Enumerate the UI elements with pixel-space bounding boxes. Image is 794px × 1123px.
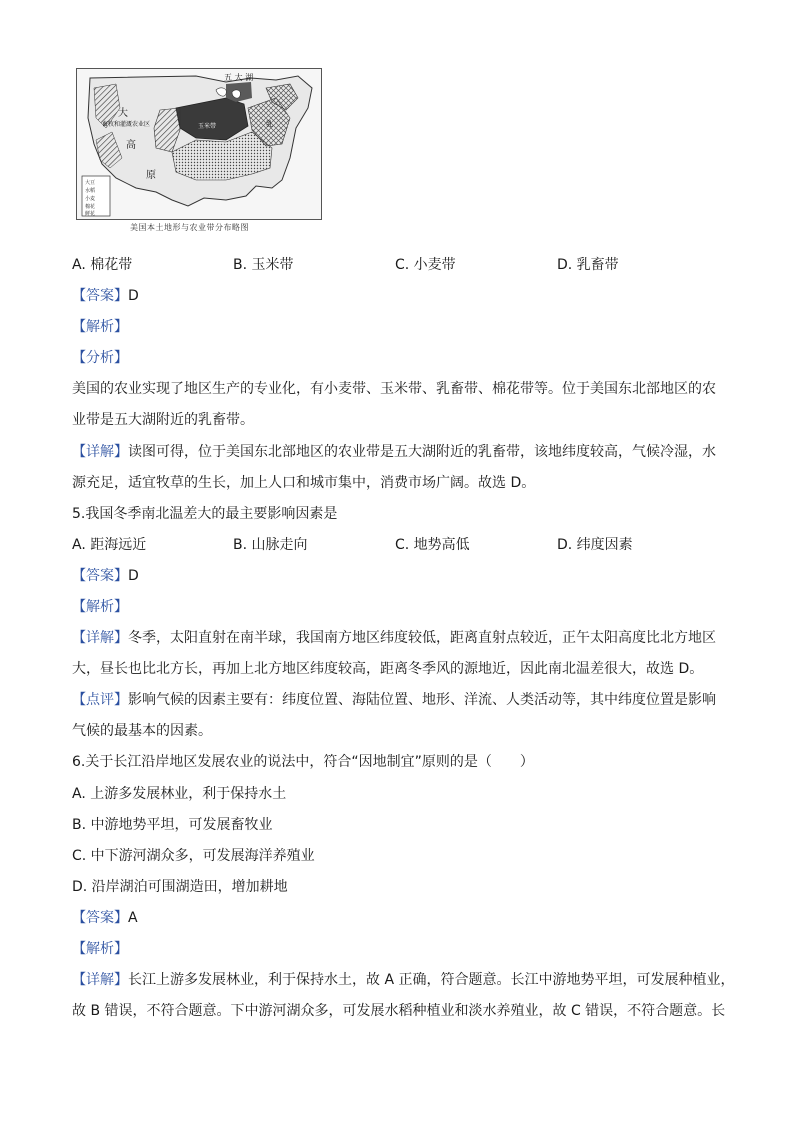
q5-option-d: D. 纬度因素 <box>557 537 633 553</box>
q6-answer: A <box>128 910 138 926</box>
legend-3: 小麦 <box>85 196 96 202</box>
answer-tag: 【答案】 <box>72 288 128 304</box>
label-five-lakes: 五 大 湖 <box>224 73 254 82</box>
q5-detail-line-2: 大，昼长也比北方长，再加上北方地区纬度较高，距离冬季风的源地近，因此南北温差很大，故选 D。 <box>72 661 704 677</box>
label-ranching: 畜牧和灌溉农业区 <box>102 121 151 128</box>
us-agriculture-map <box>76 68 322 220</box>
q4-answer-line <box>72 286 139 306</box>
q5-answer-line: 【答案】D <box>72 568 139 584</box>
q6-detail-line-2: 故 B 错误，不符合题意。下中游河湖众多，可发展水稻种植业和淡水养殖业，故 C 错误，不符合题意。长 <box>72 1003 726 1019</box>
legend-1: 大豆 <box>85 180 96 186</box>
q6-option-a: A. 上游多发展林业，利于保持水土 <box>72 786 287 802</box>
q4-fenxi-line-2: 业带是五大湖附近的乳畜带。 <box>72 412 254 428</box>
q4-fenxi-line-1: 美国的农业实现了地区生产的专业化，有小麦带、玉米带、乳畜带、棉花带等。位于美国东北部地区的农 <box>72 381 716 397</box>
q4-option-b: B. 玉米带 <box>233 257 294 273</box>
q4-fenxi-tag: 【分析】 <box>72 350 128 366</box>
q6-option-c: C. 中下游河湖众多，可发展海洋养殖业 <box>72 848 315 864</box>
q6-answer-line: 【答案】A <box>72 910 138 926</box>
q5-answer: D <box>128 568 139 584</box>
q5-option-b: B. 山脉走向 <box>233 537 308 553</box>
q5-comment-line-2: 气候的最基本的因素。 <box>72 723 212 739</box>
q6-stem: 6.关于长江沿岸地区发展农业的说法中，符合“因地制宜”原则的是（ ） <box>72 754 534 770</box>
q4-answer: D <box>128 288 139 304</box>
label-great-1: 大 <box>118 108 128 119</box>
q5-option-c: C. 地势高低 <box>395 537 470 553</box>
q4-option-a: A. 棉花带 <box>72 257 133 273</box>
label-dairy: 乳 <box>266 120 273 128</box>
label-corn: 玉米带 <box>198 123 217 130</box>
q6-detail-line-1: 【详解】长江上游多发展林业，利于保持水土，故 A 正确，符合题意。长江中游地势平坦，可发展种植业， <box>72 972 735 988</box>
label-plains: 原 <box>146 170 156 181</box>
q5-detail-line-1: 【详解】冬季，太阳直射在南半球，我国南方地区纬度较低，距离直射点较近，正午太阳高度比北方地区 <box>72 630 716 646</box>
q5-comment-line-1: 【点评】影响气候的因素主要有：纬度位置、海陆位置、地形、洋流、人类活动等，其中纬度位置是影响 <box>72 692 716 708</box>
legend-5: 鲜花 <box>85 211 96 217</box>
legend-4: 棉花 <box>85 204 96 210</box>
q4-detail-line-1: 【详解】读图可得，位于美国东北部地区的农业带是五大湖附近的乳畜带，该地纬度较高，气候冷湿，水 <box>72 444 716 460</box>
label-great-2: 高 <box>126 140 136 151</box>
q4-option-c: C. 小麦带 <box>395 257 456 273</box>
legend-2: 水稻 <box>85 188 96 194</box>
q6-analysis-tag: 【解析】 <box>72 941 128 957</box>
q6-option-b: B. 中游地势平坦，可发展畜牧业 <box>72 817 273 833</box>
q5-option-a: A. 距海远近 <box>72 537 147 553</box>
q5-analysis-tag: 【解析】 <box>72 599 128 615</box>
q6-option-d: D. 沿岸湖泊可围湖造田，增加耕地 <box>72 879 288 895</box>
q4-analysis-tag: 【解析】 <box>72 319 128 335</box>
map-caption: 美国本土地形与农业带分布略图 <box>130 223 249 232</box>
q4-detail-line-2: 源充足，适宜牧草的生长，加上人口和城市集中，消费市场广阔。故选 D。 <box>72 475 536 491</box>
q5-stem: 5.我国冬季南北温差大的最主要影响因素是 <box>72 506 338 522</box>
q4-option-d: D. 乳畜带 <box>557 257 619 273</box>
